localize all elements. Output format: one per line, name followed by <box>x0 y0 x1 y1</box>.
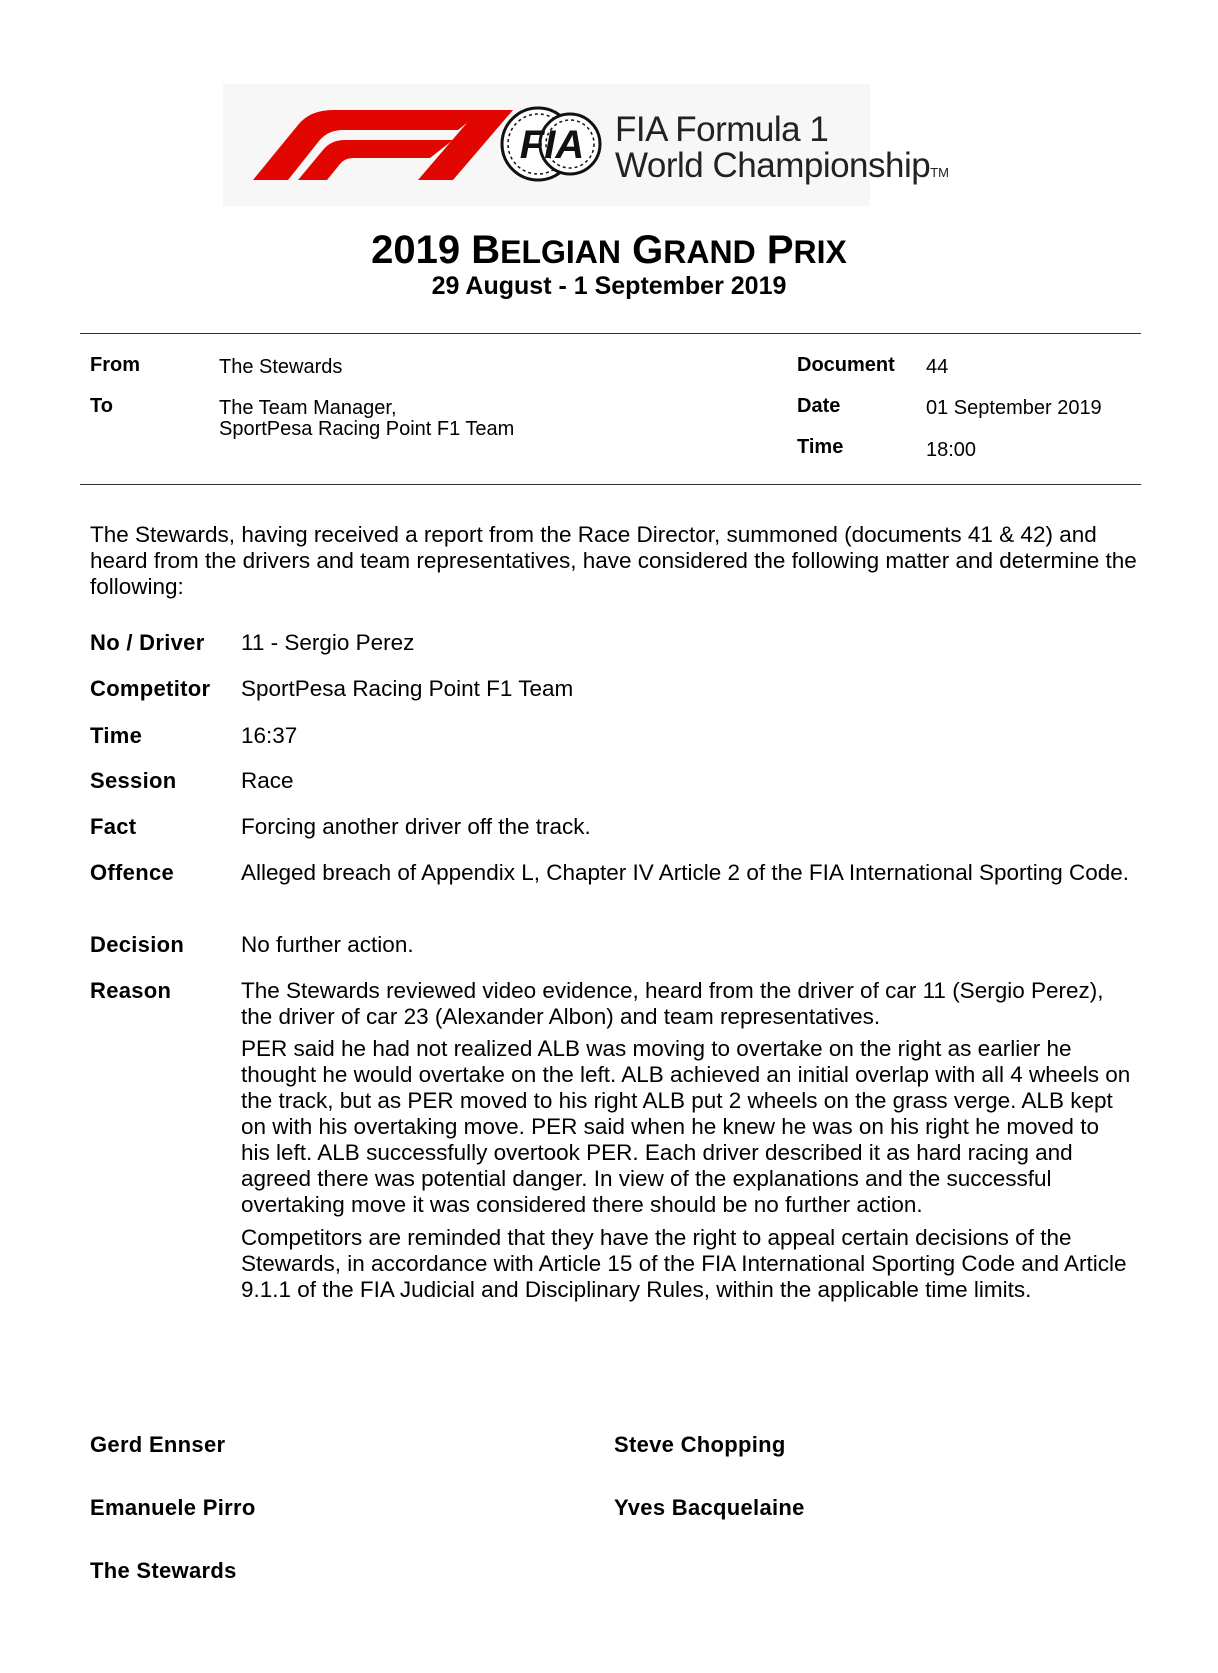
intro-paragraph: The Stewards, having received a report from the Race Director, summoned (documents 41 & 42) and heard from the drivers and team representatives, have considered the following matter and determine the following: <box>90 522 1137 599</box>
wordmark-line2: World ChampionshipTM <box>615 146 950 185</box>
from-label: From <box>90 354 140 376</box>
date-label: Date <box>797 395 841 417</box>
fact-value: Forcing another driver off the track. <box>241 814 591 839</box>
competitor-value: SportPesa Racing Point F1 Team <box>241 676 574 701</box>
reason-label: Reason <box>90 978 172 1003</box>
fact-label: Fact <box>90 814 137 839</box>
f1-logo-icon <box>253 110 513 180</box>
offence-value: Alleged breach of Appendix L, Chapter IV Article 2 of the FIA International Sporting Code. <box>241 860 1130 885</box>
event-dates: 29 August - 1 September 2019 <box>431 272 787 300</box>
steward-name-3: Emanuele Pirro <box>90 1495 256 1520</box>
document-label: Document <box>797 354 895 376</box>
competitor-label: Competitor <box>90 676 211 701</box>
steward-name-1: Gerd Ennser <box>90 1432 226 1457</box>
steward-name-2: Steve Chopping <box>614 1432 786 1457</box>
incident-time-label: Time <box>90 723 143 748</box>
reason-paragraph-1: The Stewards reviewed video evidence, heard from the driver of car 11 (Sergio Perez), the driver of car 23 (Alexander Albon) and team representatives. <box>241 978 1104 1029</box>
header-bottom-rule <box>80 484 1141 485</box>
to-label: To <box>90 395 113 417</box>
session-label: Session <box>90 768 177 793</box>
document-value: 44 <box>926 356 949 378</box>
event-title: 2019 BELGIAN GRAND PRIX <box>371 228 847 272</box>
offence-label: Offence <box>90 860 175 885</box>
decision-value: No further action. <box>241 932 414 957</box>
to-line1: The Team Manager, <box>219 397 397 419</box>
closing-signature: The Stewards <box>90 1558 237 1583</box>
to-line2: SportPesa Racing Point F1 Team <box>219 418 515 440</box>
header-top-rule <box>80 333 1141 334</box>
incident-time-value: 16:37 <box>241 723 298 748</box>
reason-paragraph-2: PER said he had not realized ALB was moving to overtake on the right as earlier he thought he would overtake on the left. ALB achieved an initial overlap with all 4 wheels on the track, but as PER moved to his right ALB put 2 wheels on the grass verge. ALB kept on with his overtaking move. PER said when he knew he was on his right he moved to his left. ALB successfully overtook PER. Each driver described it as hard racing and agreed there was potential danger. In view of the explanations and the successful overtaking move it was considered there should be no further action. <box>241 1036 1131 1217</box>
appeal-notice: Competitors are reminded that they have the right to appeal certain decisions of the Stewards, in accordance with Article 15 of the FIA International Sporting Code and Article 9.1.1 of the FIA Judicial and Disciplinary Rules, within the applicable time limits. <box>241 1225 1127 1302</box>
driver-label: No / Driver <box>90 630 205 655</box>
time-label: Time <box>797 436 844 458</box>
fia-seal-text: FIA <box>519 123 585 167</box>
steward-name-4: Yves Bacquelaine <box>614 1495 805 1520</box>
championship-wordmark <box>615 112 949 191</box>
time-value: 18:00 <box>926 439 977 461</box>
date-value: 01 September 2019 <box>926 397 1102 419</box>
wordmark-line1: FIA Formula 1 <box>615 110 829 149</box>
fia-seal-icon <box>500 104 604 184</box>
trademark: TM <box>930 165 950 180</box>
driver-value: 11 - Sergio Perez <box>241 630 415 655</box>
decision-label: Decision <box>90 932 185 957</box>
session-value: Race <box>241 768 294 793</box>
from-value: The Stewards <box>219 356 343 378</box>
